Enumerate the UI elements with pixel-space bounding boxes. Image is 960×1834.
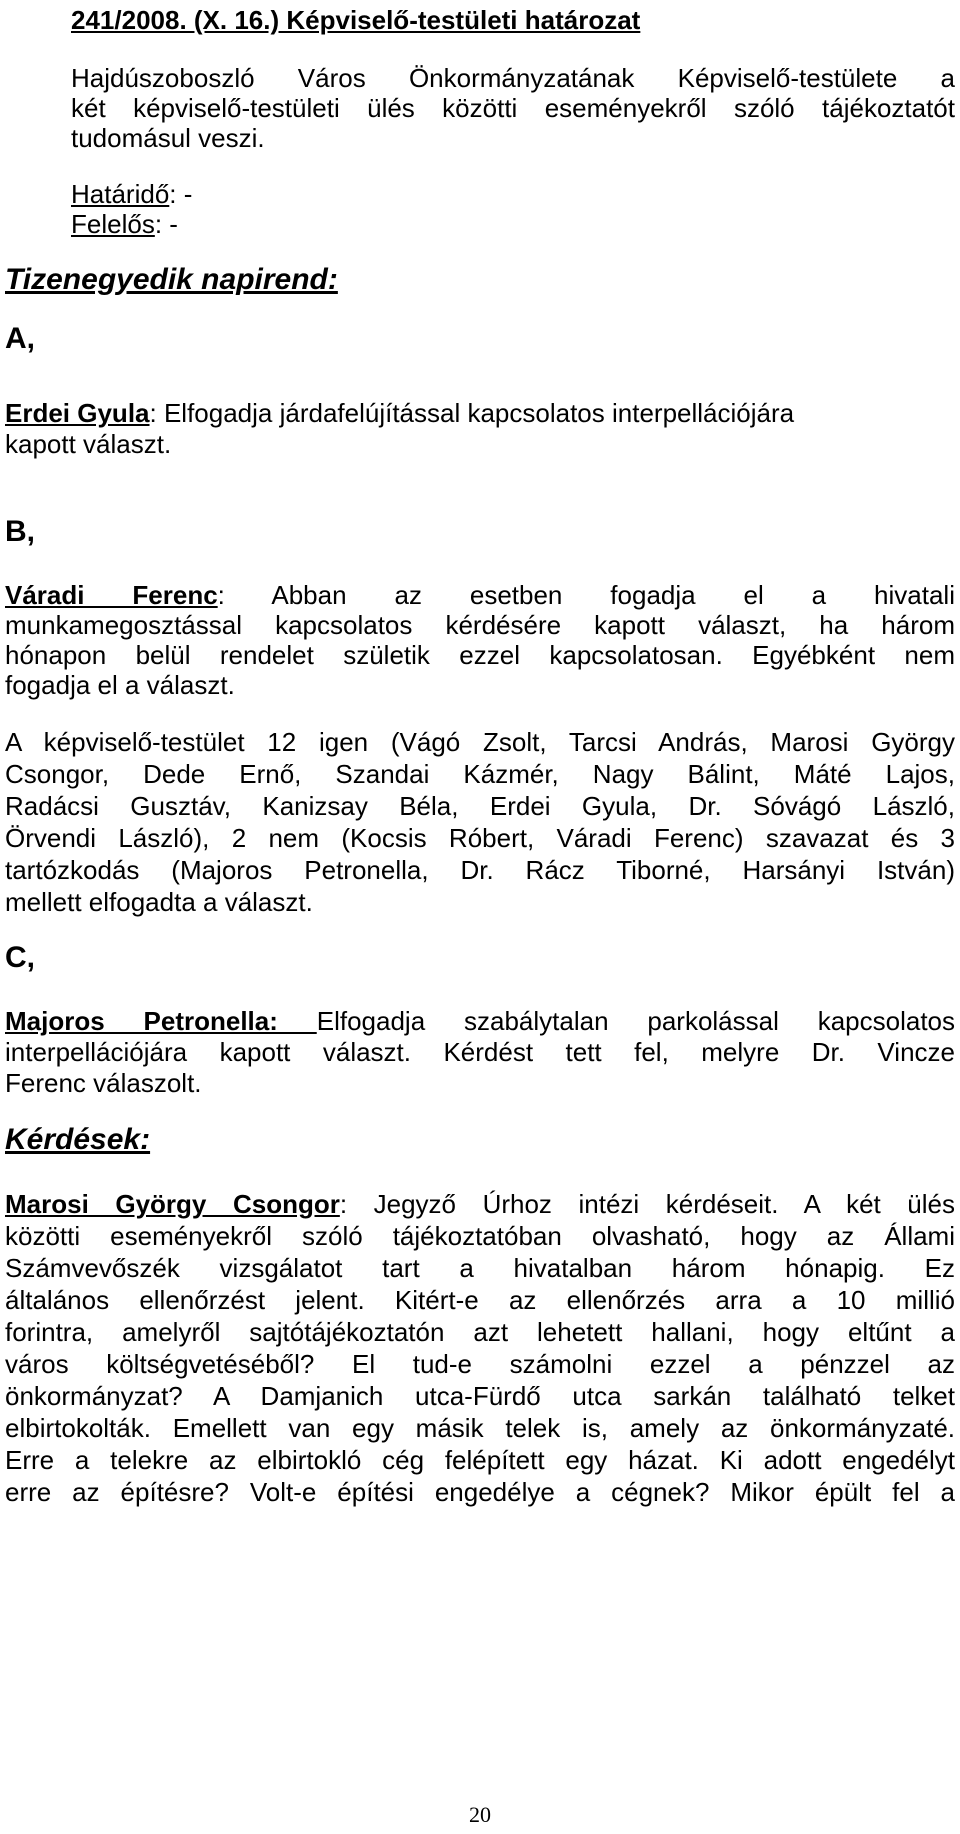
questions-line: önkormányzat? A Damjanich utca-Fürdő utca sarkán található telket <box>5 1381 955 1411</box>
section-b-line: hónapon belül rendelet születik ezzel kapcsolatosan. Egyébként nem <box>5 640 955 670</box>
section-b-speaker: Váradi Ferenc <box>5 580 218 610</box>
section-b-text: : Abban az esetben fogadja el a hivatali <box>217 580 955 610</box>
responsible-value: : - <box>154 209 178 239</box>
section-c-speaker: Majoros Petronella: <box>5 1006 317 1036</box>
questions-line: város költségvetéséből? El tud-e számolni ezzel a pénzzel az <box>5 1349 955 1379</box>
vote-line: tartózkodás (Majoros Petronella, Dr. Rácz Tiborné, Harsányi István) <box>5 855 955 885</box>
questions-line: Számvevőszék vizsgálatot tart a hivatalban három hónapig. Ez <box>5 1253 955 1283</box>
agenda-heading: Tizenegyedik napirend: <box>5 263 338 296</box>
section-c-marker: C, <box>5 941 35 974</box>
resolution-text-line: két képviselő-testületi ülés közötti eseményekről szóló tájékoztatót <box>71 93 955 123</box>
questions-speaker: Marosi György Csongor <box>5 1189 340 1219</box>
section-a-text: : Elfogadja járdafelújítással kapcsolatos interpellációjára <box>149 398 795 428</box>
section-c-line: interpellációjára kapott választ. Kérdést tett fel, melyre Dr. Vincze <box>5 1037 955 1067</box>
questions-line: forintra, amelyről sajtótájékoztatón azt lehetett hallani, hogy eltűnt a <box>5 1317 955 1347</box>
vote-line: Radácsi Gusztáv, Kanizsay Béla, Erdei Gyula, Dr. Sóvágó László, <box>5 791 955 821</box>
questions-line: elbirtokolták. Emellett van egy másik telek is, amely az önkormányzaté. <box>5 1413 955 1443</box>
section-b-line: fogadja el a választ. <box>5 670 235 700</box>
section-b-line: munkamegosztással kapcsolatos kérdésére kapott választ, ha három <box>5 610 955 640</box>
vote-line: A képviselő-testület 12 igen (Vágó Zsolt, Tarcsi András, Marosi György <box>5 727 955 757</box>
vote-line: Örvendi László), 2 nem (Kocsis Róbert, Váradi Ferenc) szavazat és 3 <box>5 823 955 853</box>
questions-line: közötti eseményekről szóló tájékoztatóban olvasható, hogy az Állami <box>5 1221 955 1251</box>
section-b-marker: B, <box>5 515 35 548</box>
questions-text: : Jegyző Úrhoz intézi kérdéseit. A két ülés <box>339 1189 956 1219</box>
section-a-marker: A, <box>5 322 35 355</box>
resolution-text-line: tudomásul veszi. <box>71 123 265 153</box>
section-c-text: Elfogadja szabálytalan parkolással kapcsolatos <box>316 1006 956 1036</box>
questions-heading: Kérdések: <box>5 1123 151 1156</box>
section-c-line: Ferenc válaszolt. <box>5 1068 202 1098</box>
vote-line: Csongor, Dede Ernő, Szandai Kázmér, Nagy Bálint, Máté Lajos, <box>5 759 955 789</box>
page-number: 20 <box>469 1802 491 1827</box>
vote-line: mellett elfogadta a választ. <box>5 887 313 917</box>
questions-line: Erre a telekre az elbirtokló cég felépített egy házat. Ki adott engedélyt <box>5 1445 955 1475</box>
deadline-value: : - <box>169 179 193 209</box>
section-a-line: kapott választ. <box>5 429 172 459</box>
resolution-text-line: Hajdúszoboszló Város Önkormányzatának Képviselő-testülete a <box>71 63 955 93</box>
questions-line: erre az építésre? Volt-e építési engedélye a cégnek? Mikor épült fel a <box>5 1477 955 1507</box>
resolution-number: 241/2008. (X. 16.) Képviselő-testületi határozat <box>71 5 641 35</box>
questions-line: általános ellenőrzést jelent. Kitért-e az ellenőrzés arra a 10 millió <box>5 1285 955 1315</box>
deadline-label: Határidő <box>71 179 170 209</box>
section-a-speaker: Erdei Gyula <box>5 398 150 428</box>
responsible-line <box>71 206 955 246</box>
responsible-label: Felelős <box>71 209 155 239</box>
